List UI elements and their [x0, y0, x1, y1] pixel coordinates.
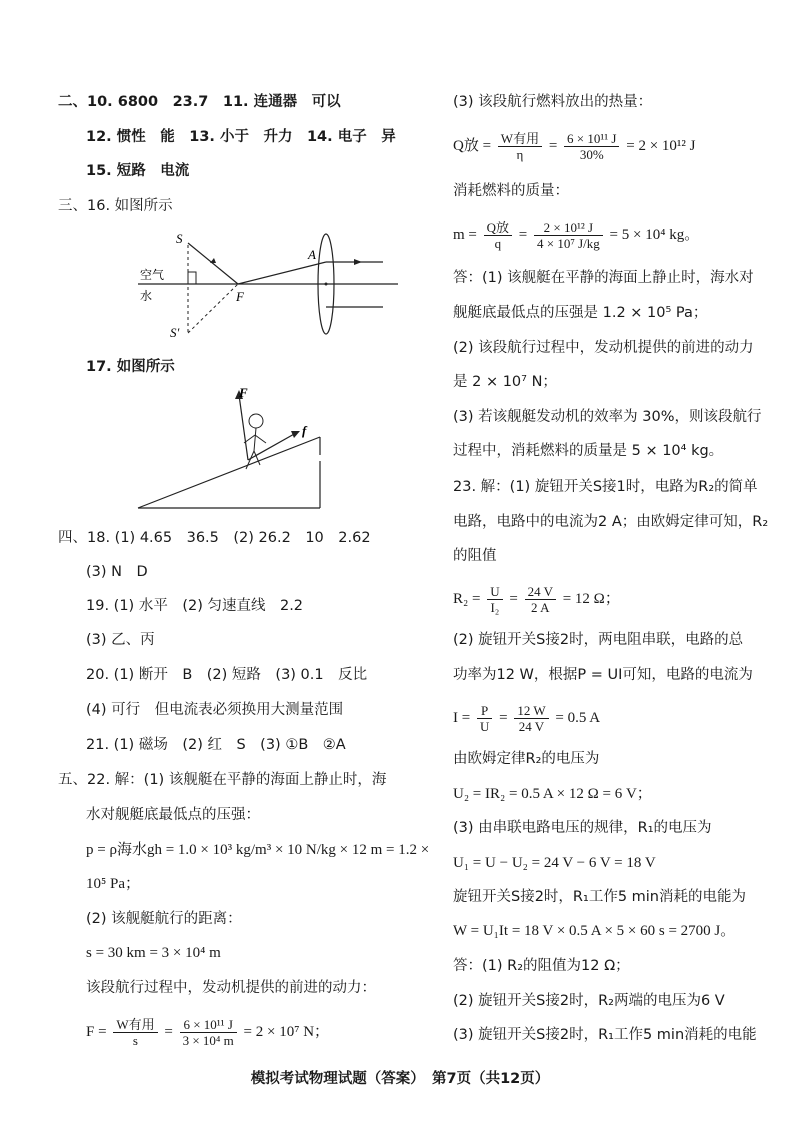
answer-line-q18: 四、18. (1) 4.65 36.5 (2) 26.2 10 2.62 — [58, 530, 371, 546]
answer-line-q20: 20. (1) 断开 B (2) 短路 (3) 0.1 反比 — [86, 667, 368, 683]
answer-23-2: (2) 旋钮开关S接2时，R₂两端的电压为6 V — [453, 993, 725, 1009]
point-s-prime-label: S′ — [170, 325, 180, 340]
answer-line-section2-b: 12. 惯性 能 13. 小于 升力 14. 电子 异 — [86, 129, 396, 145]
answer-line-q23-2: (2) 旋钮开关S接2时，两电阻串联，电路的总 — [453, 632, 744, 648]
answer-line-force-intro: 该段航行过程中，发动机提供的前进的动力： — [86, 980, 376, 996]
answer-line-q19-3: (3) 乙、丙 — [86, 632, 155, 648]
answer-line-q23-2-b: 功率为12 W，根据P = UI可知，电路的电流为 — [453, 667, 753, 683]
answer-line-energy-intro: 旋钮开关S接2时，R₁工作5 min消耗的电能为 — [453, 889, 746, 905]
answer-line-u2-intro: 由欧姆定律R₂的电压为 — [453, 751, 600, 767]
answer-line-section2-a: 二、10. 6800 23.7 11. 连通器 可以 — [58, 94, 341, 110]
friction-f-label: f — [302, 423, 307, 438]
answer-22-2-cont: 是 2 × 10⁷ N； — [453, 374, 557, 390]
point-a-label: A — [308, 247, 316, 262]
answer-line-q17: 17. 如图所示 — [86, 359, 175, 375]
point-f-label: F — [236, 289, 244, 304]
answer-line-section2-c: 15. 短路 电流 — [86, 163, 190, 179]
answer-line-q23-c: 的阻值 — [453, 548, 497, 564]
answer-line-q23-b: 电路，电路中的电流为2 A；由欧姆定律可知，R₂ — [453, 514, 769, 530]
answer-22-3-cont: 过程中，消耗燃料的质量是 5 × 10⁴ kg。 — [453, 443, 724, 459]
force-f-label: F — [239, 385, 248, 400]
answer-line-q16: 三、16. 如图所示 — [58, 198, 173, 214]
answer-23-3: (3) 旋钮开关S接2时，R₁工作5 min消耗的电能 — [453, 1027, 757, 1043]
page-footer: 模拟考试物理试题（答案） 第7页（共12页） — [250, 1071, 550, 1087]
answer-line-q18-3: (3) N D — [86, 564, 148, 580]
answer-22-1: 答：(1) 该舰艇在平静的海面上静止时，海水对 — [453, 270, 754, 286]
answer-23-1: 答：(1) R₂的阻值为12 Ω； — [453, 958, 630, 974]
force-equation: F = $\frac{\text{W有用}}{s}$ = $\frac{\text{6 × 10¹¹ J}}{\text{3 × 10⁴ m}}$ = 2 × 10⁷ N； — [86, 1017, 330, 1048]
answer-22-2: (2) 该段航行过程中，发动机提供的前进的动力 — [453, 340, 754, 356]
answer-line-q23-3: (3) 由串联电路电压的规律，R₁的电压为 — [453, 820, 712, 836]
answer-22-1-cont: 舰艇底最低点的压强是 1.2 × 10⁵ Pa； — [453, 305, 708, 321]
answer-line-q20-4: (4) 可行 但电流表必须换用大测量范围 — [86, 702, 344, 718]
air-label: 空气 — [140, 268, 165, 282]
pressure-equation: p = ρ海水gh = 1.0 × 10³ kg/m³ × 10 N/kg × 12 m = 1.2 × — [86, 842, 430, 858]
refraction-diagram — [138, 225, 408, 345]
incline-diagram — [136, 385, 406, 515]
answer-line-q22-b: 水对舰艇底最低点的压强： — [86, 807, 260, 823]
distance-equation: s = 30 km = 3 × 10⁴ m — [86, 945, 221, 961]
answer-line-heat-intro: (3) 该段航行燃料放出的热量： — [453, 94, 653, 110]
answer-line-q23: 23. 解：(1) 旋钮开关S接1时，电路为R₂的简单 — [453, 479, 758, 495]
point-s-label: S — [176, 231, 183, 246]
heat-equation: Q放 = $\frac{\text{W有用}}{\eta}$ = $\frac{\text{6 × 10¹¹ J}}{30\%}$ = 2 × 10¹² J — [453, 131, 696, 162]
mass-equation: m = $\frac{\text{Q放}}{q}$ = $\frac{\text{2 × 10¹² J}}{\text{4 × 10⁷ J/kg}}$ = 5 × 10⁴ kg。 — [453, 220, 700, 251]
answer-line-mass-intro: 消耗燃料的质量： — [453, 183, 569, 199]
answer-line-q19: 19. (1) 水平 (2) 匀速直线 2.2 — [86, 598, 304, 614]
resistance-equation: R₂ = $\frac{U}{\text{I₂}}$ = $\frac{24 V}{2 A}$ = 12 Ω； — [453, 584, 620, 615]
answer-line-q21: 21. (1) 磁场 (2) 红 S (3) ①B ②A — [86, 737, 346, 753]
current-equation: I = $\frac{P}{U}$ = $\frac{12 W}{24 V}$ = 0.5 A — [453, 703, 601, 734]
energy-equation: W = U₁It = 18 V × 0.5 A × 5 × 60 s = 2700 J。 — [453, 923, 736, 939]
u2-equation: U₂ = IR₂ = 0.5 A × 12 Ω = 6 V； — [453, 786, 652, 802]
u1-equation: U₁ = U − U₂ = 24 V − 6 V = 18 V — [453, 855, 656, 871]
answer-line-q22-2: (2) 该舰艇航行的距离： — [86, 911, 242, 927]
water-label: 水 — [140, 289, 153, 303]
answer-22-3: (3) 若该舰艇发动机的效率为 30%，则该段航行 — [453, 409, 762, 425]
pressure-equation-cont: 10⁵ Pa； — [86, 876, 140, 892]
answer-line-q22: 五、22. 解：(1) 该舰艇在平静的海面上静止时，海 — [58, 772, 387, 788]
